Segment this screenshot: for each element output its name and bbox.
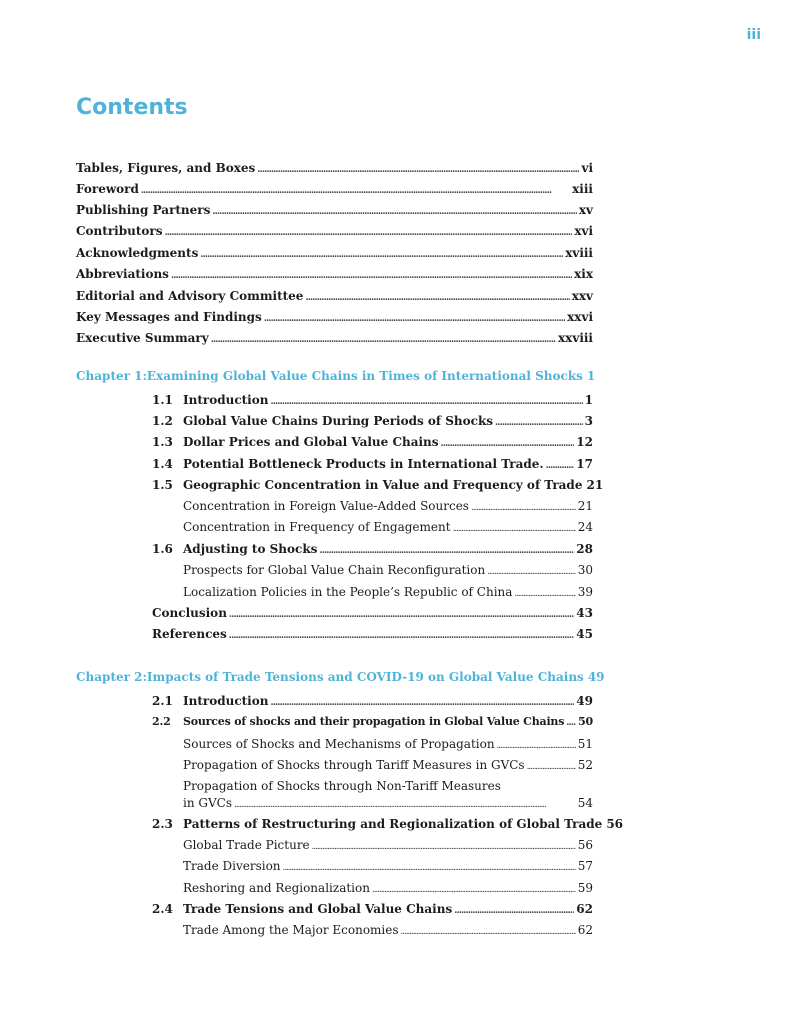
section-label: References — [152, 627, 227, 641]
leader-dots — [319, 542, 574, 558]
chapter-title: Impacts of Trade Tensions and COVID-19 on Global Value Chains — [146, 670, 584, 684]
leader-dots — [270, 694, 574, 710]
leader-dots — [566, 715, 576, 730]
subsection-label: Concentration in Frequency of Engagement — [183, 520, 451, 534]
toc-section[interactable] — [152, 817, 624, 833]
subsection-label: Global Trade Picture — [183, 838, 310, 852]
subsection-page: 24 — [577, 520, 593, 534]
section-number: 1.2 — [152, 414, 173, 428]
toc-entry-page: xviii — [565, 246, 593, 260]
leader-dots — [487, 563, 575, 579]
leader-dots — [200, 246, 563, 262]
subsection-label: Prospects for Global Value Chain Reconfiguration — [183, 563, 486, 577]
toc-entry[interactable] — [76, 224, 593, 240]
toc-entry[interactable] — [76, 182, 593, 198]
toc-section[interactable] — [152, 715, 593, 730]
subsection-label: Reshoring and Regionalization — [183, 881, 370, 895]
subsection-label: Concentration in Foreign Value-Added Sources — [183, 499, 469, 513]
toc-entry[interactable] — [76, 203, 593, 219]
toc-entry[interactable] — [76, 161, 593, 177]
leader-dots — [401, 923, 576, 939]
section-page: 12 — [576, 435, 593, 449]
section-label: Introduction — [183, 694, 269, 708]
section-label: Introduction — [183, 393, 269, 407]
leader-dots — [141, 182, 570, 198]
subsection-label: Trade Diversion — [183, 859, 281, 873]
section-label: Potential Bottleneck Products in International Trade. — [183, 457, 544, 471]
section-page: 50 — [578, 715, 593, 728]
toc-section[interactable] — [152, 902, 593, 918]
toc-section[interactable] — [152, 694, 593, 710]
section-label: Conclusion — [152, 606, 227, 620]
subsection-label: Propagation of Shocks through Tariff Measures in GVCs — [183, 758, 525, 772]
section-page: 43 — [576, 606, 593, 620]
leader-dots — [229, 627, 575, 643]
leader-dots — [257, 161, 579, 177]
subsection-page: 21 — [577, 499, 593, 513]
toc-section[interactable] — [152, 435, 593, 451]
chapter-page: 49 — [587, 670, 605, 684]
chapter-title: Examining Global Value Chains in Times of International Shocks — [146, 369, 583, 383]
leader-dots — [171, 267, 572, 283]
section-number: 2.4 — [152, 902, 173, 916]
section-number: 1.5 — [152, 478, 173, 492]
toc-section[interactable] — [152, 478, 604, 494]
section-label: Trade Tensions and Global Value Chains — [183, 902, 453, 916]
toc-subsection[interactable] — [183, 499, 593, 515]
toc-subsection[interactable] — [183, 563, 593, 579]
toc-entry-page: xxviii — [558, 331, 593, 345]
leader-dots — [229, 606, 574, 622]
toc-subsection[interactable] — [183, 758, 593, 774]
section-page: 49 — [576, 694, 593, 708]
subsection-page: 52 — [577, 758, 593, 772]
chapter-heading[interactable] — [76, 369, 596, 385]
leader-dots — [514, 585, 575, 601]
section-number: 2.2 — [152, 715, 171, 728]
subsection-label: Sources of Shocks and Mechanisms of Propagation — [183, 737, 495, 751]
toc-subsection[interactable] — [183, 737, 593, 753]
subsection-label-line1: Propagation of Shocks through Non-Tariff Measures — [183, 779, 501, 793]
toc-conclusion[interactable] — [152, 606, 593, 622]
toc-subsection[interactable] — [183, 881, 593, 897]
chapter-page: 1 — [586, 369, 596, 383]
toc-subsection[interactable] — [183, 859, 593, 875]
leader-dots — [312, 838, 576, 854]
leader-dots — [164, 224, 572, 240]
section-label: Geographic Concentration in Value and Frequency of Trade — [183, 478, 583, 492]
section-number: 2.3 — [152, 817, 173, 831]
toc-section[interactable] — [152, 542, 593, 558]
leader-dots — [264, 310, 565, 326]
chapter-label: Chapter 1: — [76, 369, 147, 383]
subsection-label: in GVCs — [183, 796, 232, 810]
section-label: Adjusting to Shocks — [183, 542, 318, 556]
toc-entry[interactable] — [76, 331, 593, 347]
section-number: 2.1 — [152, 694, 173, 708]
toc-references[interactable] — [152, 627, 593, 643]
section-page: 21 — [586, 478, 604, 492]
section-page: 45 — [576, 627, 593, 641]
subsection-page: 30 — [577, 563, 593, 577]
leader-dots — [471, 499, 576, 515]
leader-dots — [212, 203, 576, 219]
leader-dots — [372, 881, 576, 897]
toc-entry-label: Tables, Figures, and Boxes — [76, 161, 256, 175]
section-page: 56 — [606, 817, 624, 831]
toc-section[interactable] — [152, 393, 593, 409]
section-page: 1 — [584, 393, 593, 407]
leader-dots — [453, 520, 576, 536]
leader-dots — [495, 414, 583, 430]
page-title: Contents — [76, 95, 188, 120]
toc-entry-page: xxv — [571, 289, 593, 303]
toc-section[interactable] — [152, 414, 593, 430]
section-number: 1.1 — [152, 393, 173, 407]
chapter-heading[interactable] — [76, 670, 605, 686]
leader-dots — [527, 758, 576, 774]
leader-dots — [546, 457, 575, 473]
leader-dots — [454, 902, 574, 918]
toc-entry-label: Publishing Partners — [76, 203, 211, 217]
section-label: Dollar Prices and Global Value Chains — [183, 435, 439, 449]
toc-entry[interactable] — [76, 267, 593, 283]
section-number: 1.4 — [152, 457, 173, 471]
subsection-page: 54 — [577, 796, 593, 810]
toc-entry-page: xxvi — [567, 310, 593, 324]
toc-subsection[interactable] — [183, 520, 593, 536]
toc-entry-page: xiii — [572, 182, 593, 196]
leader-dots — [441, 435, 575, 451]
toc-section[interactable] — [152, 457, 593, 473]
toc-entry[interactable] — [76, 310, 593, 326]
toc-subsection[interactable] — [183, 585, 593, 601]
section-page: 17 — [576, 457, 593, 471]
subsection-page: 39 — [577, 585, 593, 599]
section-number: 1.3 — [152, 435, 173, 449]
subsection-label: Localization Policies in the People’s Republic of China — [183, 585, 513, 599]
toc-entry-label: Foreword — [76, 182, 139, 196]
toc-subsection[interactable] — [183, 796, 593, 812]
leader-dots — [305, 289, 569, 305]
toc-subsection[interactable] — [183, 923, 593, 939]
subsection-page: 59 — [577, 881, 593, 895]
section-page: 28 — [576, 542, 593, 556]
section-label: Global Value Chains During Periods of Shocks — [183, 414, 494, 428]
subsection-page: 57 — [577, 859, 593, 873]
section-number: 1.6 — [152, 542, 173, 556]
toc-entry-label: Contributors — [76, 224, 163, 238]
subsection-label: Trade Among the Major Economies — [183, 923, 399, 937]
leader-dots — [234, 796, 576, 812]
leader-dots — [211, 331, 556, 347]
toc-entry[interactable] — [76, 246, 593, 262]
toc-entry-label: Acknowledgments — [76, 246, 199, 260]
toc-entry-page: xv — [578, 203, 593, 217]
toc-subsection[interactable] — [183, 838, 593, 854]
toc-entry-label: Executive Summary — [76, 331, 209, 345]
section-label: Patterns of Restructuring and Regionalization of Global Trade — [183, 817, 603, 831]
page-number: iii — [746, 27, 761, 43]
subsection-page: 51 — [577, 737, 593, 751]
leader-dots — [497, 737, 576, 753]
toc-entry-page: xvi — [574, 224, 593, 238]
subsection-page: 56 — [577, 838, 593, 852]
section-page: 3 — [584, 414, 593, 428]
toc-entry-page: xix — [574, 267, 593, 281]
toc-entry[interactable] — [76, 289, 593, 305]
leader-dots — [283, 859, 576, 875]
toc-entry-label: Editorial and Advisory Committee — [76, 289, 304, 303]
toc-entry-page: vi — [581, 161, 593, 175]
section-label: Sources of shocks and their propagation in Global Value Chains — [183, 715, 565, 728]
toc-entry-label: Key Messages and Findings — [76, 310, 262, 324]
toc-entry-label: Abbreviations — [76, 267, 169, 281]
leader-dots — [270, 393, 582, 409]
section-page: 62 — [576, 902, 593, 916]
chapter-label: Chapter 2: — [76, 670, 147, 684]
subsection-page: 62 — [577, 923, 593, 937]
